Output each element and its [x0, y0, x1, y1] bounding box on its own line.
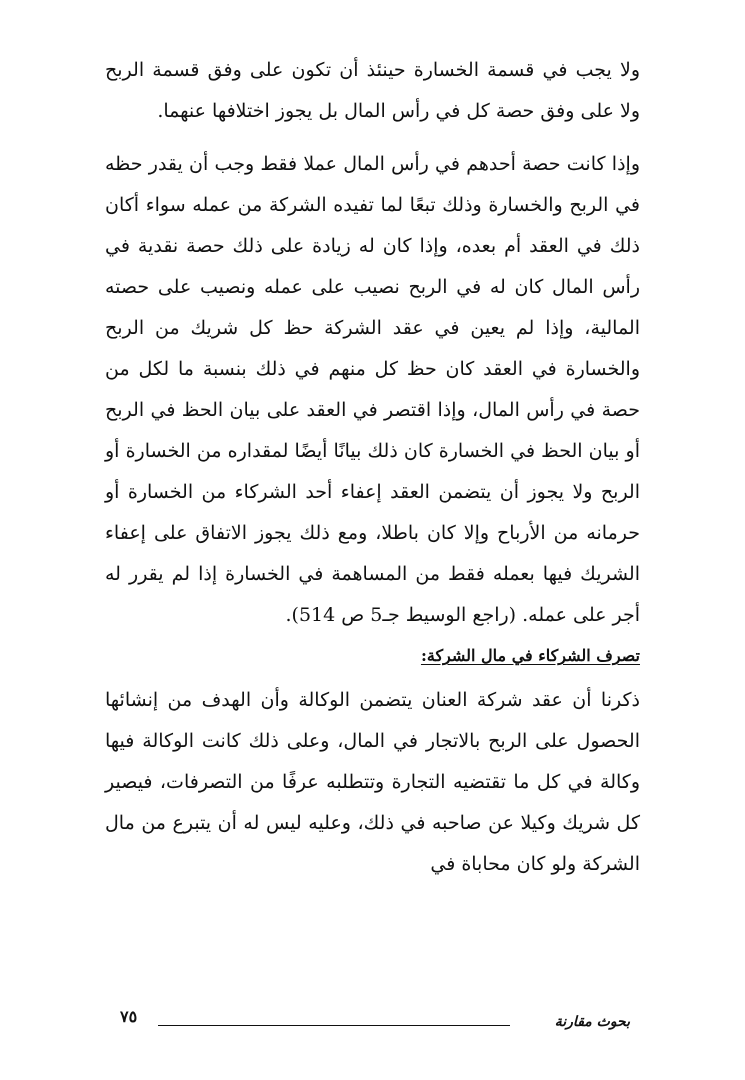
running-title: بحوث مقارنة [554, 1014, 630, 1030]
section-heading: تصرف الشركاء في مال الشركة: [420, 646, 640, 665]
footer-rule [158, 1025, 510, 1026]
page-number: ٧٥ [120, 1007, 138, 1026]
paragraph-loss-distribution: ولا يجب في قسمة الخسارة حينئذ أن تكون على وفق قسمة الربح ولا على وفق حصة كل في رأس المال بل يجوز اختلافها عنهما. [105, 59, 640, 122]
paragraph-work-share: وإذا كانت حصة أحدهم في رأس المال عملا فقط وجب أن يقدر حظه في الربح والخسارة وذلك تبعًا لما تفيده الشركة من عمله سواء أكان ذلك في العقد أم بعده، وإذا كان له زيادة على ذلك حصة نقدية في رأس المال كان له في الربح نصيب على عمله ونصيب على حصته المالية، وإذا لم يعين في عقد الشركة حظ كل شريك من الربح والخسارة في العقد كان حظ كل منهم في ذلك بنسبة ما لكل من حصة في رأس المال، وإذا اقتصر في العقد على بيان الحظ في الربح أو بيان الحظ في الخسارة كان ذلك بيانًا أيضًا لمقداره من الخسارة أو الربح ولا يجوز أن يتضمن العقد إعفاء أحد الشركاء من الخسارة أو حرمانه من الأرباح وإلا كان باطلا، ومع ذلك يجوز الاتفاق على إعفاء الشريك فيها بعمله فقط من المساهمة في الخسارة إذا لم يقرر له أجر على عمله. (راجع الوسيط جـ5 ص 514). [105, 153, 640, 626]
page-footer [120, 1005, 630, 1035]
page-body [105, 50, 640, 885]
paragraph-partners-agency: ذكرنا أن عقد شركة العنان يتضمن الوكالة وأن الهدف من إنشائها الحصول على الربح بالاتجار في المال، وعلى ذلك كانت الوكالة فيها وكالة في كل ما تقتضيه التجارة وتتطلبه عرفًا من التصرفات، فيصير كل شريك وكيلا عن صاحبه في ذلك، وعليه ليس له أن يتبرع من مال الشركة ولو كان محاباة في [105, 689, 640, 875]
